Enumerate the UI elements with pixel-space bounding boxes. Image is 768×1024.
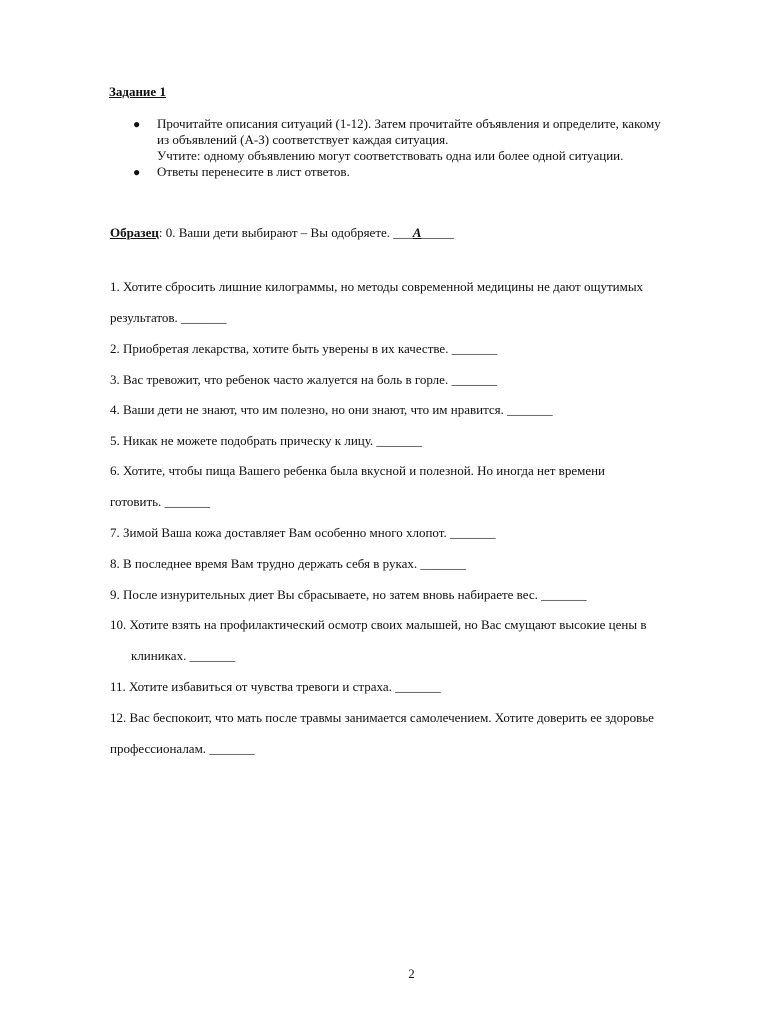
- situation-item: 5. Никак не можете подобрать прическу к лицу. _______: [110, 433, 422, 448]
- sample-label: Образец: [110, 225, 159, 240]
- situation-item-continuation: результатов. _______: [110, 310, 227, 325]
- situation-item: 4. Ваши дети не знают, что им полезно, но они знают, что им нравится. _______: [110, 402, 553, 417]
- sample-blank: _____: [421, 225, 454, 240]
- instructions-list: [133, 116, 723, 180]
- instruction-line: Прочитайте описания ситуаций (1-12). Затем прочитайте объявления и определите, какому: [157, 116, 661, 131]
- instruction-line: из объявлений (А-З) соответствует каждая ситуация.: [157, 132, 449, 147]
- sample-line: [110, 225, 454, 241]
- situation-item: 9. После изнурительных диет Вы сбрасываете, но затем вновь набираете вес. _______: [110, 587, 587, 602]
- page-number: 2: [408, 966, 415, 981]
- situation-item: 11. Хотите избавиться от чувства тревоги и страха. _______: [110, 679, 441, 694]
- situation-item: 8. В последнее время Вам трудно держать себя в руках. _______: [110, 556, 466, 571]
- situation-item: 1. Хотите сбросить лишние килограммы, но методы современной медицины не дают ощутимых: [110, 279, 644, 294]
- situation-item: 3. Вас тревожит, что ребенок часто жалуется на боль в горле. _______: [110, 372, 497, 387]
- instruction-line: Ответы перенесите в лист ответов.: [157, 164, 350, 179]
- situation-item-continuation: готовить. _______: [110, 494, 211, 509]
- situation-item: 2. Приобретая лекарства, хотите быть уверены в их качестве. _______: [110, 341, 498, 356]
- situation-item: 10. Хотите взять на профилактический осмотр своих малышей, но Вас смущают высокие цены в: [110, 617, 647, 632]
- situation-item: 12. Вас беспокоит, что мать после травмы занимается самолечением. Хотите доверить ее здоровье: [110, 710, 654, 725]
- situation-item-continuation: клиниках. _______: [131, 648, 236, 663]
- task-title: Задание 1: [109, 84, 166, 99]
- instruction-item: [133, 116, 723, 164]
- sample-answer: А: [412, 225, 422, 240]
- instruction-item: [133, 164, 723, 180]
- situation-item-continuation: профессионалам. _______: [110, 741, 255, 756]
- sample-text: : 0. Ваши дети выбирают – Вы одобряете. ___: [158, 225, 413, 240]
- situation-item: 7. Зимой Ваша кожа доставляет Вам особенно много хлопот. _______: [110, 525, 496, 540]
- bullet-icon: ●: [133, 117, 141, 131]
- instruction-line: Учтите: одному объявлению могут соответствовать одна или более одной ситуации.: [157, 148, 624, 163]
- situation-item: 6. Хотите, чтобы пища Вашего ребенка была вкусной и полезной. Но иногда нет времени: [110, 463, 606, 478]
- bullet-icon: ●: [133, 165, 141, 179]
